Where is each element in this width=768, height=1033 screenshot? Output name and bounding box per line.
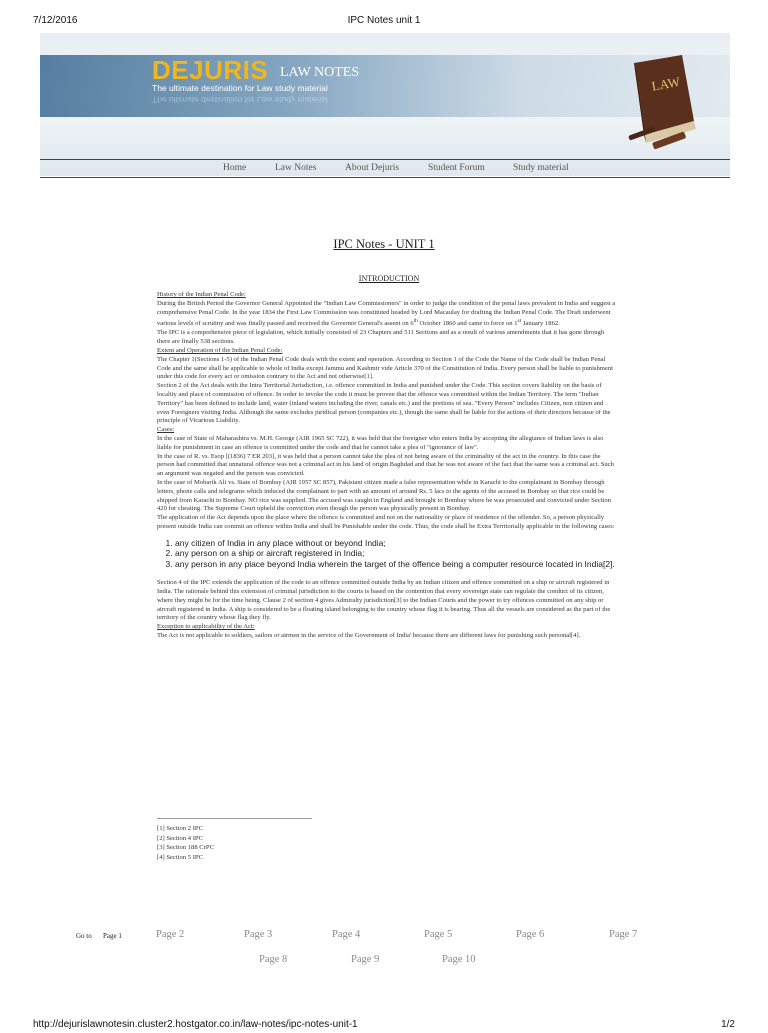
footnote-item[interactable]: [2] Section 4 IPC	[157, 834, 203, 842]
paragraph-application: The application of the Act depends upon the place where the offence is committed and not on the nationality or place of residence of the offender. So, a person physically present outside India can commit an offence within India and shall be Punishable under the code. Thus, the code shall be Extra Territorially applicable in the following cases:	[157, 514, 615, 530]
footnote-divider	[157, 818, 312, 819]
site-tagline-reflection: The ultimate destination for Law study material	[152, 95, 328, 105]
heading-cases: Cases:	[157, 426, 175, 434]
paragraph-history: During the British Period the Governor General Appointed the "Indian Law Commissioners" in order to judge the condition of the penal laws prevalent in India and suggest a comprehensive Penal Code. In the year 1834 the First Law Commission was constituted headed by Lord Macaulay for drafting the Indian Penal Code. The Draft underwent various levels of scrutiny and was finally passed and received the Governor General's assent on 6th October 1860 and came to force on 1st January 1862.	[157, 299, 616, 328]
footnote-item[interactable]: [4] Section 5 IPC	[157, 853, 203, 861]
goto-label: Go to	[76, 932, 92, 940]
site-logo-subtitle: LAW NOTES	[280, 65, 360, 80]
extraterritorial-list	[157, 538, 617, 570]
footnote-item[interactable]: [3] Section 188 CrPC	[157, 844, 214, 851]
article-body	[157, 291, 617, 641]
print-url: http://dejurislawnotesin.cluster2.hostgator.co.in/law-notes/ipc-notes-unit-1	[33, 1019, 358, 1030]
page-link-9[interactable]: Page 9	[351, 954, 380, 965]
print-header	[0, 15, 768, 29]
heading-extent: Extent and Operation of the Indian Penal Code:	[157, 346, 283, 354]
footnotes	[157, 824, 214, 862]
nav-item-home[interactable]: Home	[223, 163, 247, 173]
paragraph-case-esop: In the case of R. vs. Esop [(1836) 7 ER 203], it was held that a person cannot take the plea of not being aware of the criminality of the act in the country. In this case the person had committed that unnatural offence was not a criminal act in his land of origin Baghdad and that he was not aware of the fact that the same was a criminal act. Such an argument was negated and the person was convicted.	[157, 452, 614, 478]
paragraph-section4: Section 4 of the IPC extends the application of the code to an offence committed outside India by an Indian citizen and offence committed on a ship or aircraft registered in India. The rationale behind this extension of criminal jurisdiction to the courts is based on the contention that every sovereign state can regulate the conduct of its citizen, where they might be for the time being. Clause 2 of section 4 gives Admiralty jurisdiction[3] to the Indian Courts and the power to try offences committed on any ship or aircraft registered in India. A ship is considered to be a floating island belonging to the country whose flag it is bearing. Thus all the vessels are considered as the part of the territory of the country whose flag they fly.	[157, 579, 611, 622]
site-tagline: The ultimate destination for Law study material	[152, 83, 328, 93]
print-title: IPC Notes unit 1	[347, 15, 421, 26]
page-link-3[interactable]: Page 3	[244, 929, 273, 940]
heading-exception: Exception to applicability of the Act:	[157, 623, 255, 631]
page-link-5[interactable]: Page 5	[424, 929, 453, 940]
list-item: 1. any citizen of India in any place without or beyond India;	[175, 538, 617, 549]
page-title: IPC Notes - UNIT 1	[333, 237, 435, 251]
heading-history: History of the Indian Penal Code:	[157, 291, 246, 298]
paragraph-exception: The Act is not applicable to soldiers, sailors or airmen in the service of the Government of India' because there are different laws for punishing such personal[4].	[157, 631, 581, 639]
paragraph-case-george: In the case of State of Maharashtra vs. M.H. George (AIR 1965 SC 722), it was held that the foreigner who enters India by accepting the allegiance of Indian laws is also liable for punishment in case an offence is committed under the code and that he cannot take a plea of "ignorance of law".	[157, 434, 604, 451]
paragraph-ipc-structure: The IPC is a comprehensive piece of legislation, which initially consisted of 23 Chapters and 511 Sections and as a result of various amendments that it has gone through there are finally 538 sections.	[157, 329, 605, 346]
page-link-10[interactable]: Page 10	[442, 954, 476, 965]
paragraph-case-mobarik: In the case of Mobarik Ali vs. State of Bombay (AIR 1957 SC 857), Pakistani citizen made a false representation while in Karachi to the complainant in Bombay through letters, phone calls and telegrams which induced the complainant to part with an amount of around Rs. 5 lacs to the agents of the accused in Bombay so that rice could be shipped from Karachi to Bombay. NO rice was supplied. The accused was caught in England and brought to Bombay where he was prosecuted and convicted under Section 420 for cheating. The Supreme Court upheld the conviction even though the person was physically present in Bombay.	[157, 478, 611, 513]
page-link-8[interactable]: Page 8	[259, 954, 288, 965]
nav-bottom-rule	[40, 177, 730, 178]
page-link-2[interactable]: Page 2	[156, 929, 185, 940]
list-item: 2. any person on a ship or aircraft registered in India;	[175, 548, 617, 559]
site-banner[interactable]	[40, 33, 730, 176]
current-page: Page 1	[103, 932, 122, 940]
main-nav	[40, 161, 730, 177]
page-link-7[interactable]: Page 7	[609, 929, 638, 940]
print-date: 7/12/2016	[33, 15, 78, 26]
nav-item-student-forum[interactable]: Student Forum	[428, 163, 485, 173]
paragraph-section2: Section 2 of the Act deals with the Intra Territorial Jurisdiction, i.e. offence committed in India and punished under the Code. This section covers liability on the basis of locality and place of commission of offence. In order to invoke the code it must be proven that the offence was committed within the Indian Territory. The term "Indian Territory" has been defined to include land, water (inland waters including the river, canals etc.) and the portions of sea. "Every Person" includes Citizen, non citizen and even Foreigners visiting India. Although the same excludes juridical person (companies etc.), though the same shall be liable for the actions of their directors because of the principle of Vicarious Liability.	[157, 382, 611, 425]
paragraph-chapter1: The Chapter 1(Sections 1-5) of the Indian Penal Code deals with the extent and operation. According to Section 1 of the Code the Name of the Code shall be Indian Penal Code and the same shall be applicable to whole of India except Jammu and Kashmir vide Article 370 of the Constitution of India. Every person shall be liable to punishment under this code for every act or omission contrary to the Act and not otherwise[1].	[157, 355, 613, 381]
footnote-item[interactable]: [1] Section 2 IPC	[157, 825, 203, 832]
page-link-4[interactable]: Page 4	[332, 929, 361, 940]
print-footer	[0, 1019, 768, 1033]
list-item: 3. any person in any place beyond India wherein the target of the offence being a computer resource located in India[2].	[175, 559, 617, 570]
nav-item-about-dejuris[interactable]: About Dejuris	[345, 163, 400, 173]
nav-item-study-material[interactable]: Study material	[513, 163, 569, 173]
page-link-6[interactable]: Page 6	[516, 929, 545, 940]
site-logo[interactable]: DEJURIS	[152, 55, 269, 85]
pagination	[0, 929, 768, 969]
print-page-number: 1/2	[721, 1019, 735, 1030]
nav-item-law-notes[interactable]: Law Notes	[275, 163, 317, 173]
book-label: LAW	[650, 73, 682, 94]
section-title: INTRODUCTION	[358, 274, 420, 283]
law-book-icon	[622, 51, 702, 151]
nav-top-rule	[40, 159, 730, 160]
